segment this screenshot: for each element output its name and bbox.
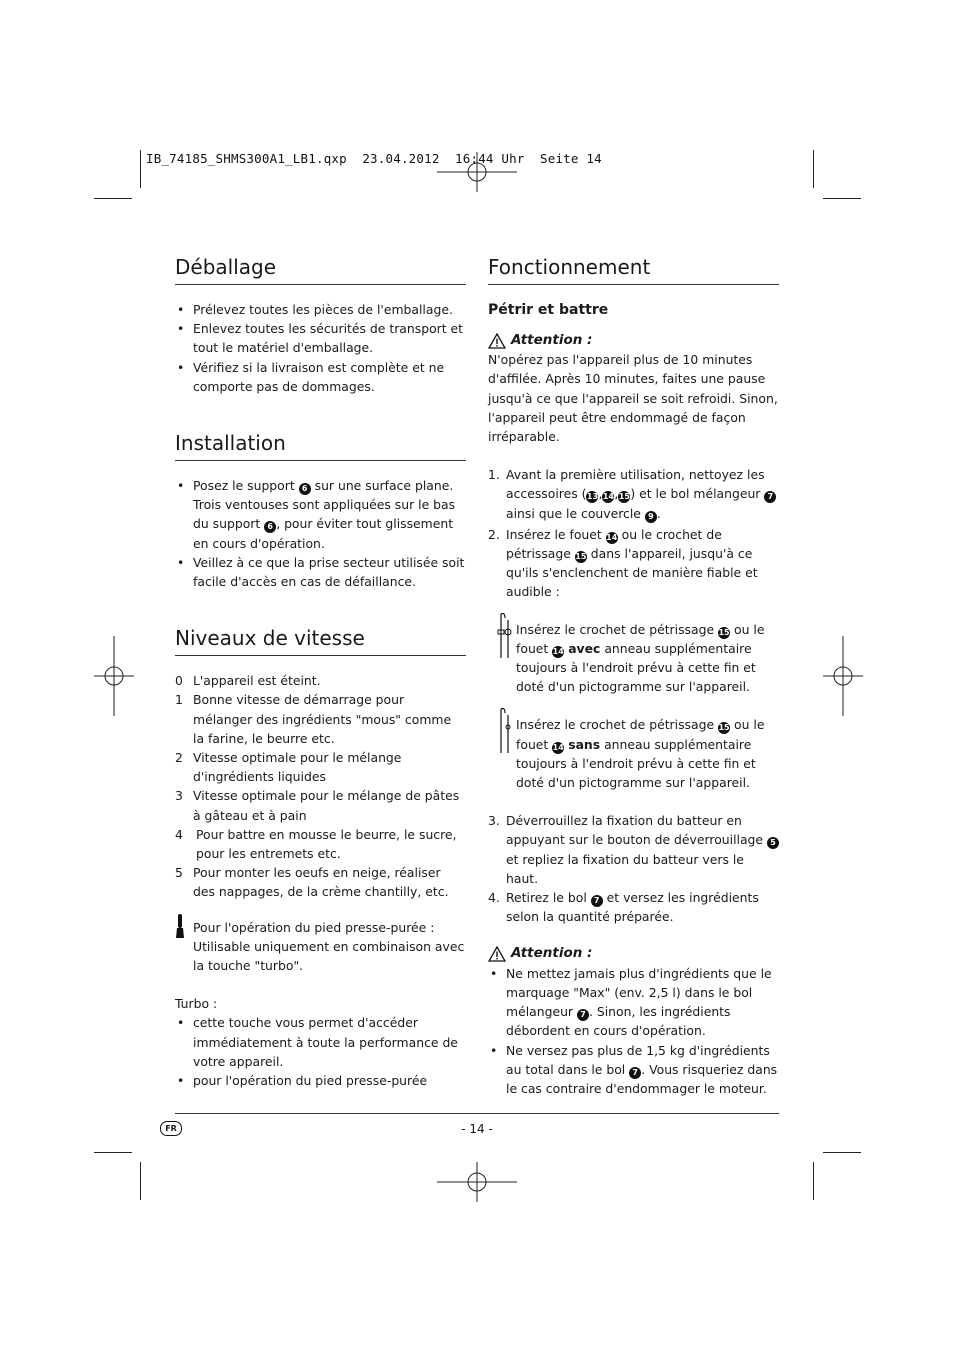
list-item: • pour l'opération du pied presse-purée [175, 1071, 466, 1090]
step-4: 4. Retirez le bol 7 et versez les ingrédients selon la quantité préparée. [488, 890, 759, 925]
steps-list [488, 465, 779, 601]
speed-list [175, 671, 466, 901]
list-item: • Veillez à ce que la prise secteur utilisée soit facile d'accès en cas de défaillance. [175, 553, 466, 591]
crop-mark-tr-v [813, 150, 814, 188]
list-item: 0 L'appareil est éteint. [175, 673, 321, 689]
crop-mark-tr-h [823, 198, 861, 199]
deballage-list [175, 300, 466, 396]
heading-installation: Installation [175, 430, 466, 461]
registration-mark-top [437, 152, 517, 192]
list-item: • Enlevez toutes les sécurités de transport et tout le matériel d'emballage. [175, 319, 466, 357]
registration-mark-bottom [437, 1162, 517, 1202]
warning-icon [488, 333, 506, 349]
hook-without-ring-icon [496, 707, 514, 755]
turbo-list [175, 1013, 466, 1090]
installation-list [175, 476, 466, 591]
heading-niveaux: Niveaux de vitesse [175, 625, 466, 656]
list-item: 2 Vitesse optimale pour le mélange d'ingrédients liquides [175, 750, 402, 785]
masher-icon [175, 914, 185, 940]
page-number: - 14 - [461, 1122, 493, 1136]
step-3: 3. Déverrouillez la fixation du batteur en appuyant sur le bouton de déverrouillage 5 et repliez la fixation du batteur vers le haut. [488, 811, 779, 888]
list-item: 4 Pour battre en mousse le beurre, le sucre, pour les entremets etc. [175, 826, 457, 862]
list-item: • Ne versez pas plus de 1,5 kg d'ingrédients au total dans le bol 7 . Vous risqueriez dans le cas contraire d'endommager le moteur. [488, 1041, 779, 1099]
attention-text: N'opérez pas l'appareil plus de 10 minutes d'affilée. Après 10 minutes, faites une pause jusqu'à ce que l'appareil se soit refroidi. Sinon, l'appareil peut être endommagé de façon irréparable. [488, 352, 778, 445]
step-2: 2. Insérez le fouet 14 ou le crochet de pétrissage 15 dans l'appareil, jusqu'à ce qu'ils s'enclenchent de manière fiable et audible : [488, 526, 758, 600]
heading-deballage: Déballage [175, 254, 466, 285]
list-item: • Ne mettez jamais plus d'ingrédients que le marquage "Max" (env. 2,5 l) dans le bol mélangeur 7 . Sinon, les ingrédients débordent en cours d'opération. [488, 964, 779, 1041]
warnings-list [488, 964, 779, 1098]
list-item: • cette touche vous permet d'accéder immédiatement à toute la performance de votre appareil. [175, 1013, 466, 1071]
warning-icon [488, 946, 506, 962]
subheading-petrir: Pétrir et battre [488, 302, 609, 318]
crop-mark-bl-v [140, 1162, 141, 1200]
left-column [175, 254, 466, 1090]
print-slug: IB_74185_SHMS300A1_LB1.qxp 23.04.2012 16:44 Uhr Seite 14 [146, 151, 602, 166]
heading-fonctionnement: Fonctionnement [488, 254, 779, 285]
crop-mark-bl-h [94, 1152, 132, 1153]
right-column [488, 254, 779, 1098]
hook-without-ring-note: Insérez le crochet de pétrissage 15 ou le fouet 14 sans anneau supplémentaire toujours à l'endroit prévu à cette fin et doté d'un pictogramme sur l'appareil. [488, 715, 779, 792]
language-badge: FR [160, 1121, 182, 1136]
list-item: • Posez le support 6 sur une surface plane. Trois ventouses sont appliquées sur le bas du support 6 , pour éviter tout glissement en cours d'opération. [175, 476, 466, 553]
attention-heading-2: Attention : [488, 944, 779, 963]
step-1: 1. Avant la première utilisation, nettoyez les accessoires (13,14,15) et le bol mélangeur 7 ainsi que le couvercle 9 . [488, 465, 779, 523]
crop-mark-br-h [823, 1152, 861, 1153]
list-item: • Vérifiez si la livraison est complète et ne comporte pas de dommages. [175, 358, 466, 396]
puree-note: Pour l'opération du pied presse-purée : Utilisable uniquement en combinaison avec la touche "turbo". [175, 918, 466, 976]
hook-with-ring-note: Insérez le crochet de pétrissage 15 ou le fouet 14 avec anneau supplémentaire toujours à l'endroit prévu à cette fin et doté d'un pictogramme sur l'appareil. [488, 620, 779, 697]
list-item: • Prélevez toutes les pièces de l'emballage. [175, 300, 466, 319]
crop-mark-tl-v [140, 150, 141, 188]
crop-mark-br-v [813, 1162, 814, 1200]
registration-mark-right [823, 636, 863, 716]
turbo-label: Turbo : [175, 996, 218, 1012]
crop-mark-tl-h [94, 198, 132, 199]
steps-list-2 [488, 811, 779, 926]
list-item: 1 Bonne vitesse de démarrage pour mélanger des ingrédients "mous" comme la farine, le beurre etc. [175, 692, 452, 746]
registration-mark-left [94, 636, 134, 716]
footer-rule [175, 1113, 779, 1114]
list-item: 3 Vitesse optimale pour le mélange de pâtes à gâteau et à pain [175, 788, 460, 823]
attention-heading: Attention : [488, 331, 779, 350]
ref-circle: 6 [264, 521, 276, 533]
hook-with-ring-icon [496, 612, 514, 660]
ref-circle: 6 [299, 483, 311, 495]
list-item: 5 Pour monter les oeufs en neige, réaliser des nappages, de la crème chantilly, etc. [175, 865, 449, 900]
